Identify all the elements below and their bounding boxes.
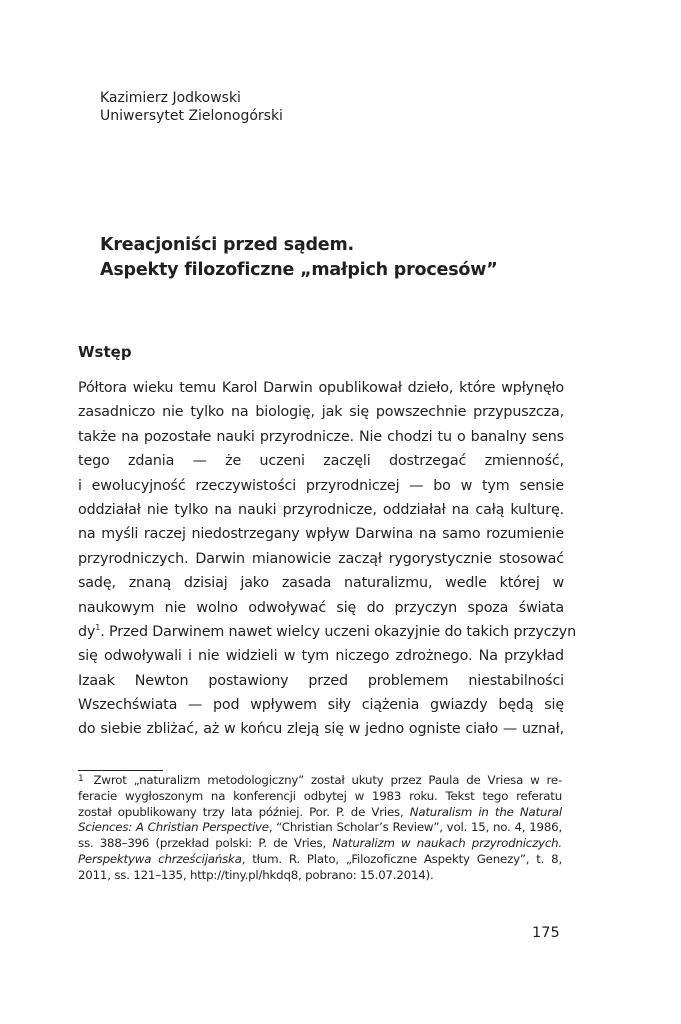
footnote-italic-title: Naturalizm w naukach przyrodniczych.: [332, 836, 562, 851]
body-line: Półtora wieku temu Karol Darwin opublikował dzieło, które wpłynęło: [78, 380, 564, 396]
body-line: Izaak Newton postawiony przed problemem niestabilności: [78, 672, 564, 689]
footnote-line: [78, 836, 562, 852]
body-line: się odwoływali i nie widzieli w tym niczego zdrożnego. Na przykład: [78, 648, 564, 665]
footnote-number: 1: [78, 774, 84, 784]
footnote-text: ss. 388–396 (przekład polski: P. de Vries,: [78, 836, 333, 851]
body-line-with-footnote: [78, 620, 577, 644]
footnote-line: feracie wygłoszonym na konferencji odbytej w 1983 roku. Tekst tego referatu: [78, 788, 562, 803]
footnote-line: [78, 805, 562, 821]
footnote-text: został opublikowany trzy lata później. Por. P. de Vries,: [78, 804, 410, 819]
body-line: i ewolucyjność rzeczywistości przyrodniczej — bo w tym sensie: [78, 477, 564, 494]
footnote-divider: [78, 770, 163, 771]
footnote-text: , “Christian Scholar’s Review”, vol. 15, no. 4, 1986,: [268, 820, 562, 835]
page-number: 175: [532, 925, 560, 941]
footnote-reference[interactable]: 1: [95, 622, 101, 632]
body-line: naukowym nie wolno odwoływać się do przyczyn spoza świata: [78, 599, 564, 616]
footnote-italic-title: Perspektywa chrześcijańska: [78, 851, 242, 866]
title-line-1: Kreacjoniści przed sądem.: [100, 235, 354, 255]
title-line-2: Aspekty filozoficzne „małpich procesów”: [100, 260, 498, 280]
body-line: sadę, znaną dzisiaj jako zasada naturalizmu, wedle której w: [78, 575, 564, 592]
body-line: tego zdania — że uczeni zaczęli dostrzegać zmienność,: [78, 453, 564, 470]
body-text: [78, 376, 577, 742]
body-line: na myśli raczej niedostrzegany wpływ Darwina na samo rozumienie: [78, 526, 564, 543]
body-line-rest: . Przed Darwinem nawet wielcy uczeni okazyjnie do takich przyczyn: [100, 623, 577, 640]
body-line: Wszechświata — pod wpływem siły ciążenia gwiazdy będą się: [78, 697, 564, 714]
footnote-text: , tłum. R. Plato, „Filozoficzne Aspekty Genezy”, t. 8,: [241, 851, 562, 866]
body-line: do siebie zbliżać, aż w końcu zleją się w jedno ogniste ciało — uznał,: [78, 721, 564, 738]
body-line: oddziałał nie tylko na nauki przyrodnicze, oddziałał na całą kulturę.: [78, 501, 564, 518]
section-heading: Wstęp: [78, 343, 132, 361]
footnote-italic-title: Naturalism in the Natural: [409, 804, 562, 819]
body-line: zasadniczo nie tylko na biologię, jak się powszechnie przypuszcza,: [78, 404, 564, 421]
article-title: [100, 233, 498, 283]
footnote-line: 2011, ss. 121–135, http://tiny.pl/hkdq8, pobrano: 15.07.2014).: [78, 867, 434, 882]
body-line: także na pozostałe nauki przyrodnicze. Nie chodzi tu o banalny sens: [78, 428, 564, 445]
author-name: Kazimierz Jodkowski: [100, 90, 241, 106]
body-line-start: dy: [78, 623, 96, 640]
body-line: przyrodniczych. Darwin mianowicie zaczął rygorystycznie stosować: [78, 550, 564, 567]
author-block: [100, 89, 283, 125]
footnote-line: [78, 820, 562, 836]
footnote-italic-title: Sciences: A Christian Perspective: [78, 820, 269, 835]
footnote-line: [78, 773, 562, 789]
author-affiliation: Uniwersytet Zielonogórski: [100, 108, 283, 124]
footnote: [78, 773, 562, 884]
footnote-line: [78, 852, 562, 868]
footnote-text: Zwrot „naturalizm metodologiczny” został ukuty przez Paula de Vriesa w re-: [93, 773, 562, 787]
